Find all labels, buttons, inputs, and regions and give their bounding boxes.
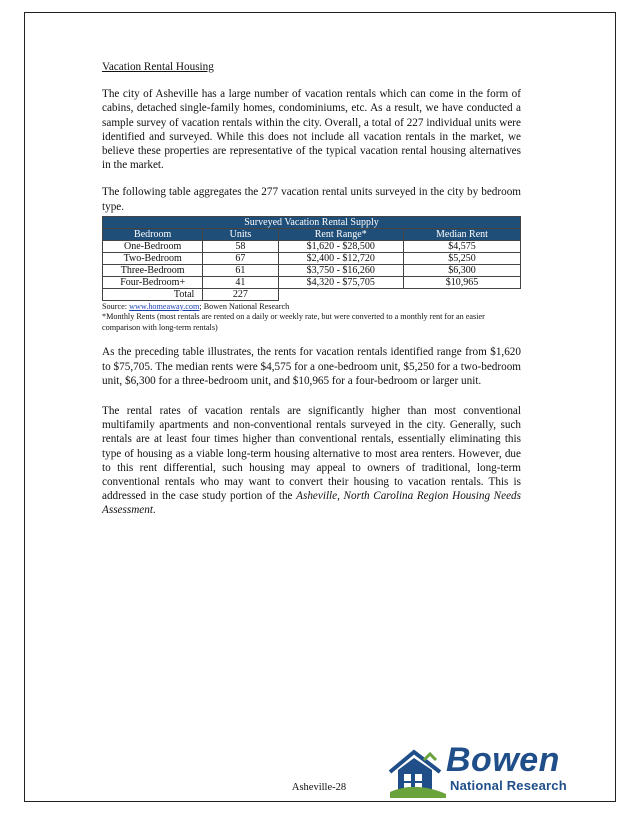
source-link[interactable]: www.homeaway.com <box>129 301 200 311</box>
header-units: Units <box>203 228 278 240</box>
section-title: Vacation Rental Housing <box>102 61 214 73</box>
conclusion-paragraph <box>102 404 521 518</box>
intro-paragraph: The city of Asheville has a large number of vacation rentals which can come in the form of cabins, detached single-family homes, condominiums, etc. As a result, we have conducted a sample survey of vacation rentals within the city. Overall, a total of 227 individual units were identified and surveyed. While this does not include all vacation rentals in the market, we believe these properties are representative of the typical vacation rental housing alternatives in the market. <box>102 88 521 172</box>
cell-rent-range: $3,750 - $16,260 <box>278 264 403 276</box>
cell-median-rent: $5,250 <box>403 252 520 264</box>
table-notes <box>102 302 521 334</box>
cell-median-rent: $4,575 <box>403 240 520 252</box>
table-row <box>103 252 521 264</box>
header-median-rent: Median Rent <box>403 228 520 240</box>
cell-bedroom: Four-Bedroom+ <box>103 276 203 288</box>
analysis-paragraph: As the preceding table illustrates, the rents for vacation rentals identified range from $1,620 to $75,705. The median rents were $4,575 for a one-bedroom unit, $5,250 for a two-bedroom unit, $6,300 for a three-bedroom unit, and $10,965 for a four-bedroom or larger unit. <box>102 346 521 387</box>
page-number: Asheville-28 <box>291 782 347 793</box>
empty-cell <box>403 288 520 300</box>
cell-units: 67 <box>203 252 278 264</box>
cell-units: 41 <box>203 276 278 288</box>
footnote: *Monthly Rents (most rentals are rented on a daily or weekly rate, but were converted to a monthly rent for an easier comparison with long-term rentals) <box>102 312 485 332</box>
logo-word: Bowen <box>446 741 560 779</box>
table-row <box>103 276 521 288</box>
cell-median-rent: $6,300 <box>403 264 520 276</box>
table-title: Surveyed Vacation Rental Supply <box>103 216 521 228</box>
conclusion-text: The rental rates of vacation rentals are significantly higher than most conventional multifamily apartments and non-conventional rentals surveyed in the city. Generally, such rentals are at least four times higher than conventional rentals, essentially eliminating this type of housing as a viable long-term housing alternative to most area renters. However, due to this rent differential, such housing may appeal to owners of traditional, long-term conventional rentals who may want to convert their housing to vacation rentals. This is addressed in the case study portion of the <box>102 404 521 503</box>
cell-bedroom: Two-Bedroom <box>103 252 203 264</box>
cell-bedroom: Three-Bedroom <box>103 264 203 276</box>
empty-cell <box>278 288 403 300</box>
page-content <box>102 60 521 518</box>
source-line <box>102 302 521 313</box>
table-row <box>103 240 521 252</box>
conclusion-end: . <box>152 504 156 517</box>
table-total-row <box>103 288 521 300</box>
table-intro-paragraph: The following table aggregates the 277 vacation rental units surveyed in the city by bedroom type. <box>102 186 521 213</box>
cell-median-rent: $10,965 <box>403 276 520 288</box>
cell-rent-range: $1,620 - $28,500 <box>278 240 403 252</box>
cell-rent-range: $2,400 - $12,720 <box>278 252 403 264</box>
cell-units: 58 <box>203 240 278 252</box>
source-rest: ; Bowen National Research <box>199 301 290 311</box>
source-label: Source: <box>102 301 130 311</box>
logo-subtitle: National Research <box>450 778 567 793</box>
total-units: 227 <box>203 288 278 300</box>
header-rent-range: Rent Range* <box>278 228 403 240</box>
cell-units: 61 <box>203 264 278 276</box>
house-icon <box>388 746 448 798</box>
table-header-row <box>103 228 521 240</box>
rental-supply-table <box>102 216 521 301</box>
bowen-logo <box>388 742 602 800</box>
header-bedroom: Bedroom <box>103 228 203 240</box>
table-row <box>103 264 521 276</box>
total-label: Total <box>103 288 203 300</box>
cell-rent-range: $4,320 - $75,705 <box>278 276 403 288</box>
report-title: Asheville, North Carolina Region Housing Needs Assessment <box>102 490 521 517</box>
table-title-row <box>103 216 521 228</box>
cell-bedroom: One-Bedroom <box>103 240 203 252</box>
